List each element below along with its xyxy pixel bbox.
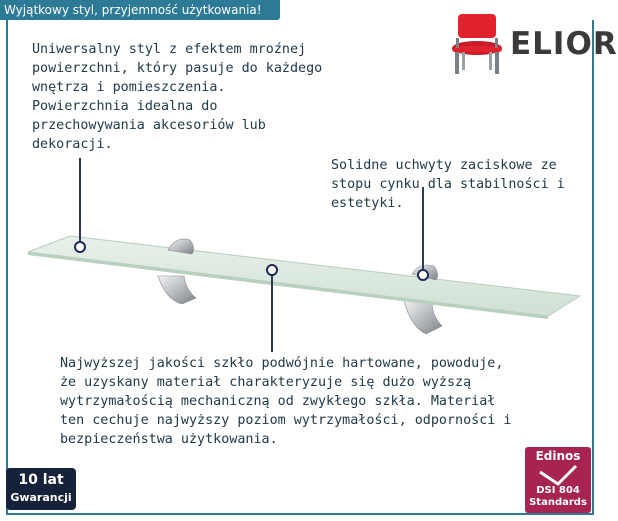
description-glass: Najwyższej jakości szkło podwójnie hartowane, powoduje, że uzyskany materiał charakteryzuje się dużo wyższą wytrzymałością mechaniczną od zwykłego szkła. Materiał ten cechuje najwyższy poziom wytrzymałości, odporności i bezpieczeństwa użytkowania. — [60, 356, 512, 447]
warranty-years: 10 lat — [18, 472, 64, 488]
description-surface: Uniwersalny styl z efektem mroźnej powierzchni, który pasuje do każdego wnętrza i pomieszczenia. Powierzchnia idealna do przechowywania akcesoriów lub dekoracji. — [32, 42, 323, 152]
brand-name: ELIOR — [510, 26, 618, 62]
clamp-left-lower — [158, 276, 196, 304]
top-banner: Wyjątkowy styl, przyjemność użytkowania! — [0, 0, 280, 20]
description-clamps: Solidne uchwyty zaciskowe ze stopu cynku dla stabilności i estetyki. — [331, 158, 565, 211]
standard-label: Standards — [529, 497, 587, 508]
standard-badge — [525, 447, 591, 513]
glass-shelf — [28, 236, 580, 316]
warranty-badge — [6, 468, 76, 510]
standard-code: DSI 804 — [536, 485, 580, 496]
warranty-label: Gwarancji — [10, 491, 72, 504]
callout-marker-bottom — [267, 265, 277, 275]
checkmark-icon — [538, 464, 578, 486]
callout-marker-right — [418, 270, 428, 280]
callout-marker-top — [75, 242, 85, 252]
standard-name: Edinos — [535, 449, 581, 463]
